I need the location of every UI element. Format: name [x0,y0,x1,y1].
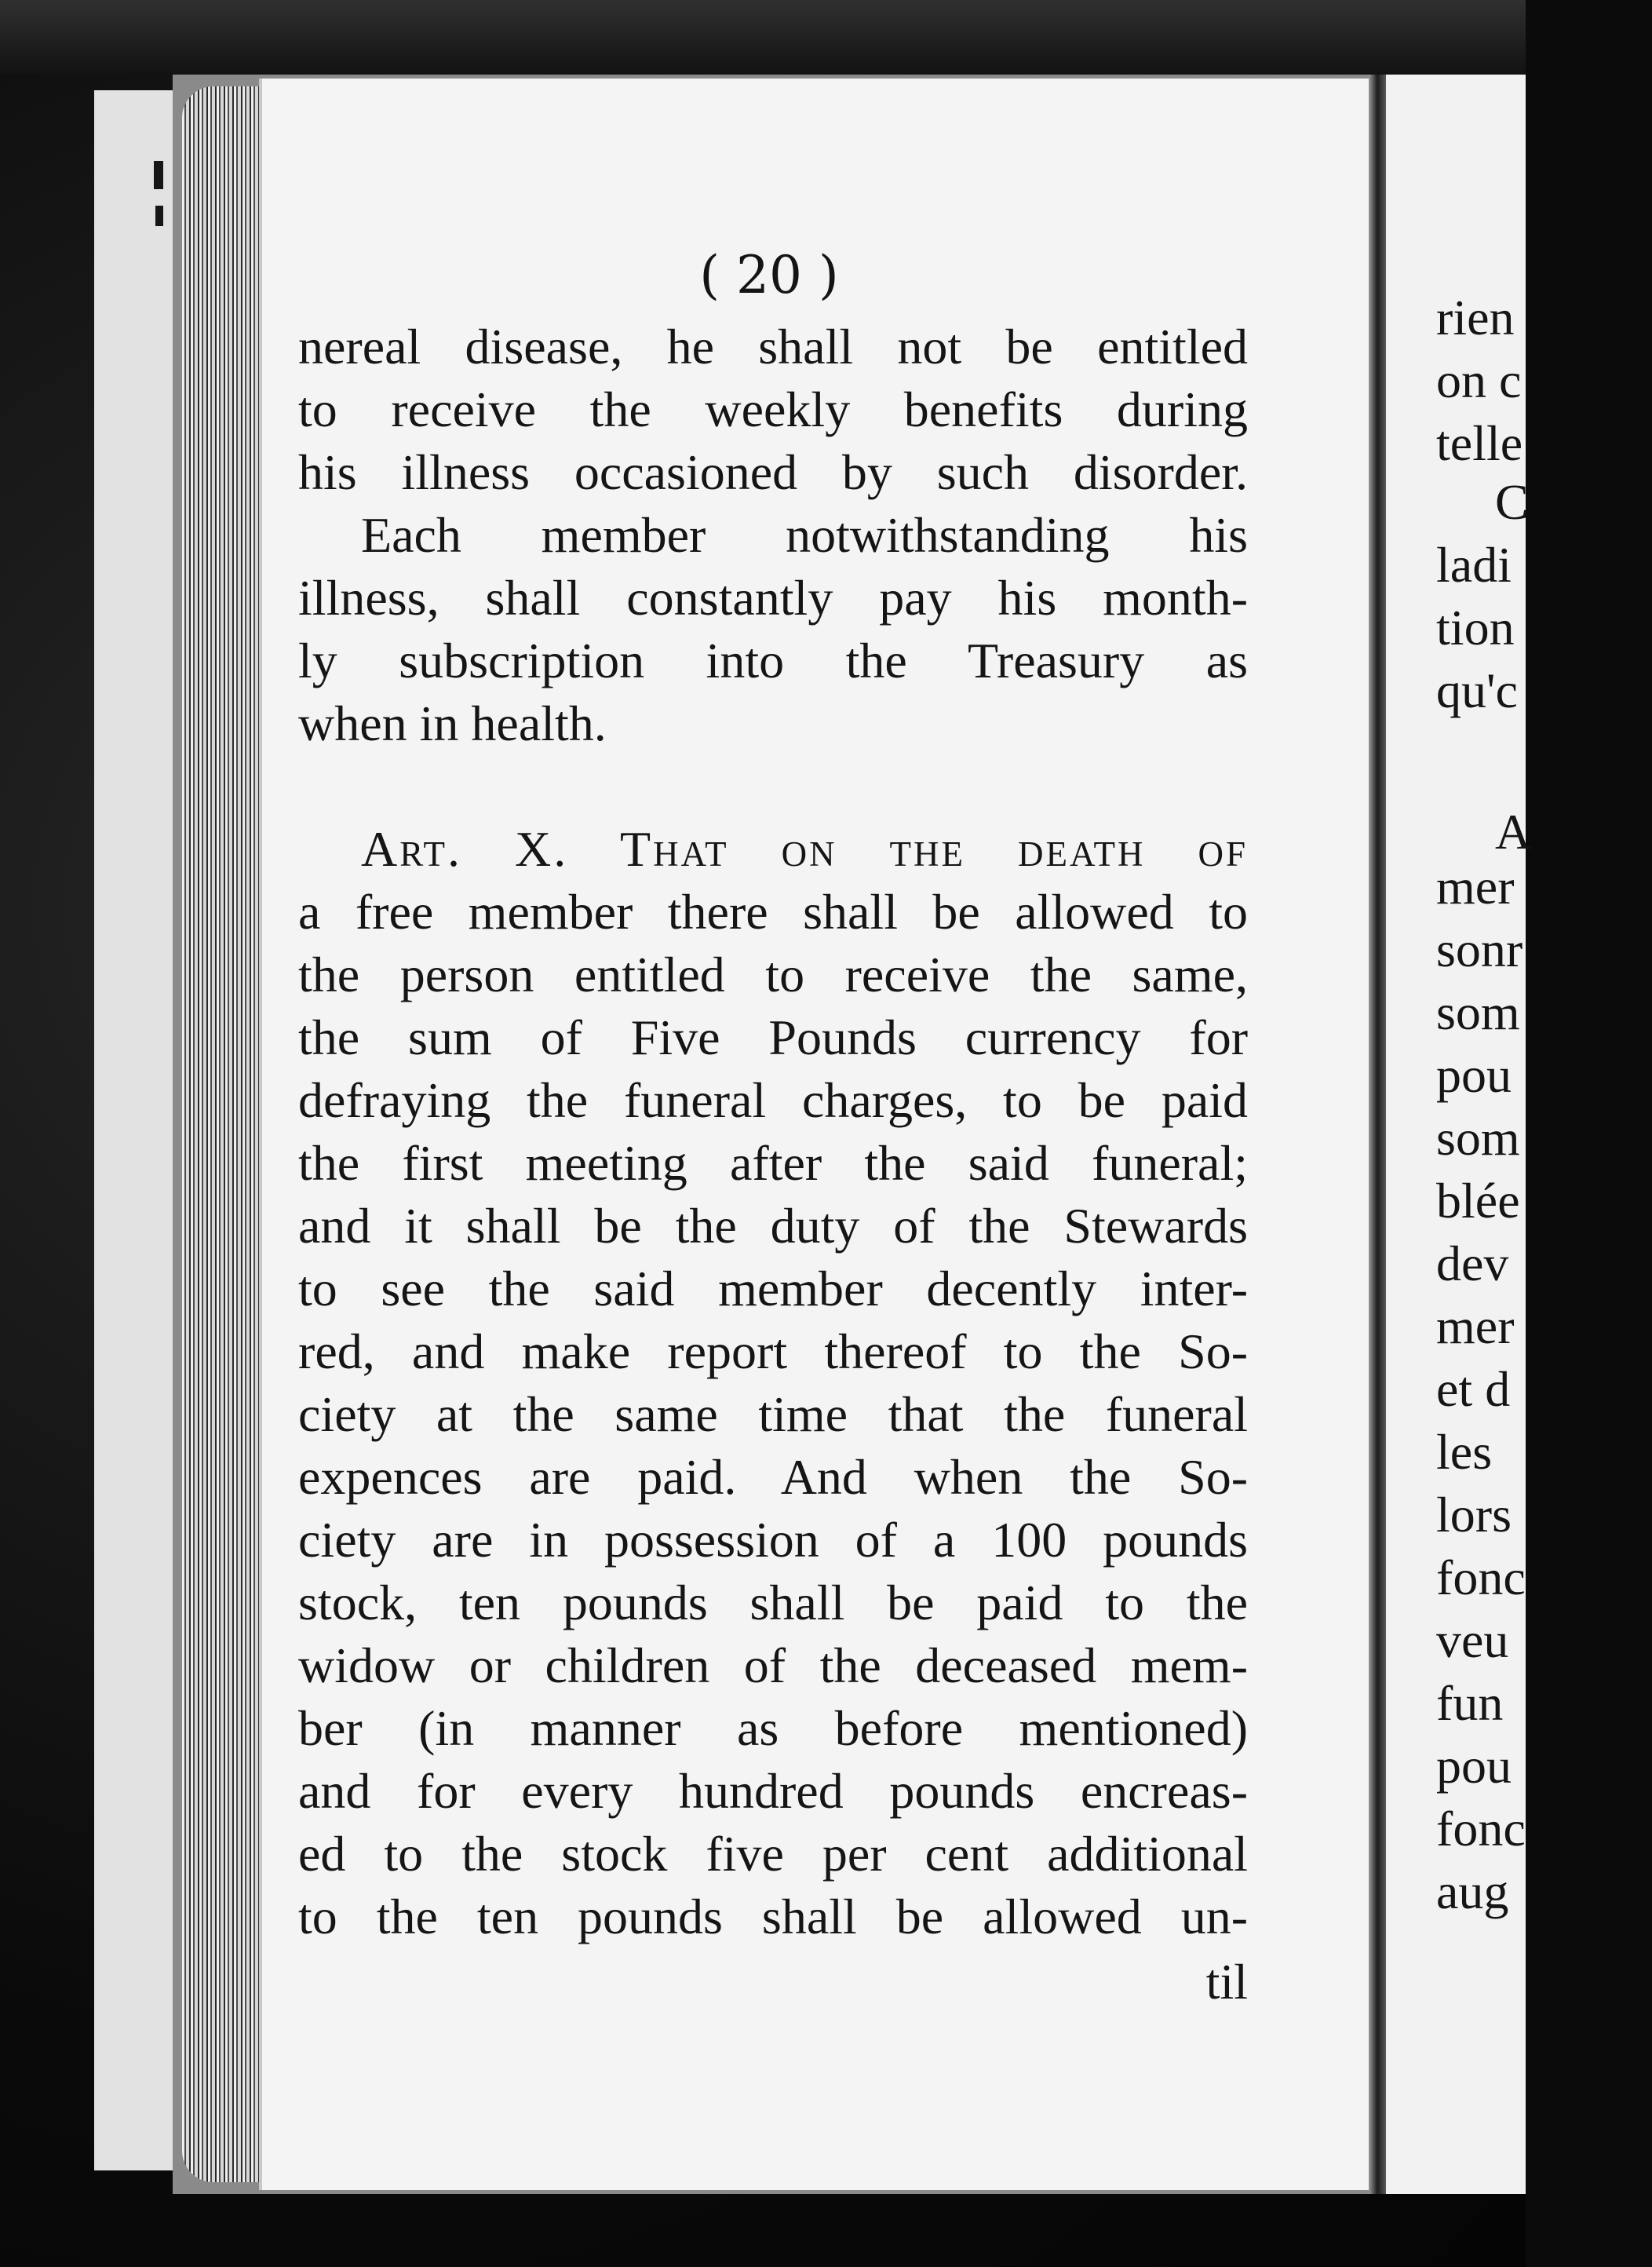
facing-page-fragment: on c [1436,352,1522,408]
body-line: ciety are in possession of a 100 pounds [298,1512,1248,1568]
facing-page-fragment: mer [1436,1298,1515,1354]
body-line: when in health. [298,695,607,751]
article-heading-line: Art. X. That on the death of [361,821,1248,877]
body-line: stock, ten pounds shall be paid to the [298,1575,1248,1630]
body-line: to the ten pounds shall be allowed un- [298,1889,1248,1944]
catchword: til [1205,1954,1248,2010]
facing-page-fragment: fonc [1436,1550,1526,1605]
facing-page-fragment: et d [1436,1361,1511,1417]
body-line: the person entitled to receive the same, [298,947,1248,1002]
body-line: a free member there shall be allowed to [298,884,1248,940]
body-line: the first meeting after the said funeral; [298,1135,1248,1191]
body-line: Each member notwithstanding his [361,507,1248,563]
body-line: and for every hundred pounds encreas- [298,1763,1248,1819]
facing-page-fragment: blée [1436,1173,1520,1228]
facing-page-fragment: dev [1436,1236,1509,1291]
facing-page-fragment: C [1495,474,1529,530]
facing-page-fragment: telle [1436,415,1523,471]
body-line: expences are paid. And when the So- [298,1449,1248,1505]
page-number: ( 20 ) [699,245,839,305]
facing-page-fragment: fun [1436,1675,1504,1731]
facing-page-fragment: sonr [1436,922,1523,977]
body-line: to see the said member decently inter- [298,1261,1248,1316]
facing-page-fragment: ladi [1436,537,1512,593]
body-line: ly subscription into the Treasury as [298,633,1248,688]
body-line: ciety at the same time that the funeral [298,1386,1248,1442]
facing-page-fragment: fonc [1436,1801,1526,1856]
body-line: widow or children of the deceased mem- [298,1637,1248,1693]
facing-page-fragment: qu'c [1436,663,1518,718]
book-gutter [1369,75,1386,2194]
body-line: the sum of Five Pounds currency for [298,1009,1248,1065]
margin-mark [154,161,163,189]
facing-page-fragment: pou [1436,1047,1512,1103]
facing-page-fragment: aug [1436,1864,1509,1919]
body-line: illness, shall constantly pay his month- [298,570,1248,626]
facing-page-fragment: les [1436,1424,1493,1480]
body-line: his illness occasioned by such disorder. [298,444,1248,500]
body-line: defraying the funeral charges, to be paid [298,1072,1248,1128]
left-page-edge [94,90,177,2170]
facing-page-fragment: veu [1436,1612,1509,1668]
body-line: to receive the weekly benefits during [298,381,1248,437]
body-line: red, and make report thereof to the So- [298,1323,1248,1379]
body-line: ber (in manner as before mentioned) [298,1700,1248,1756]
facing-page-fragment: som [1436,1110,1520,1166]
facing-page-fragment: lors [1436,1487,1512,1542]
facing-page-fragment: rien [1436,290,1515,345]
dark-top-band [0,0,1526,75]
facing-page-fragment: pou [1436,1738,1512,1794]
body-line: and it shall be the duty of the Stewards [298,1198,1248,1254]
margin-mark [155,206,163,226]
facing-page-fragment: som [1436,984,1520,1040]
facing-page-fragment: tion [1436,600,1515,655]
facing-page-fragment: A [1495,804,1532,860]
body-line: ed to the stock five per cent additional [298,1826,1248,1882]
facing-page-fragment: mer [1436,859,1515,914]
body-line: nereal disease, he shall not be entitled [298,319,1248,374]
